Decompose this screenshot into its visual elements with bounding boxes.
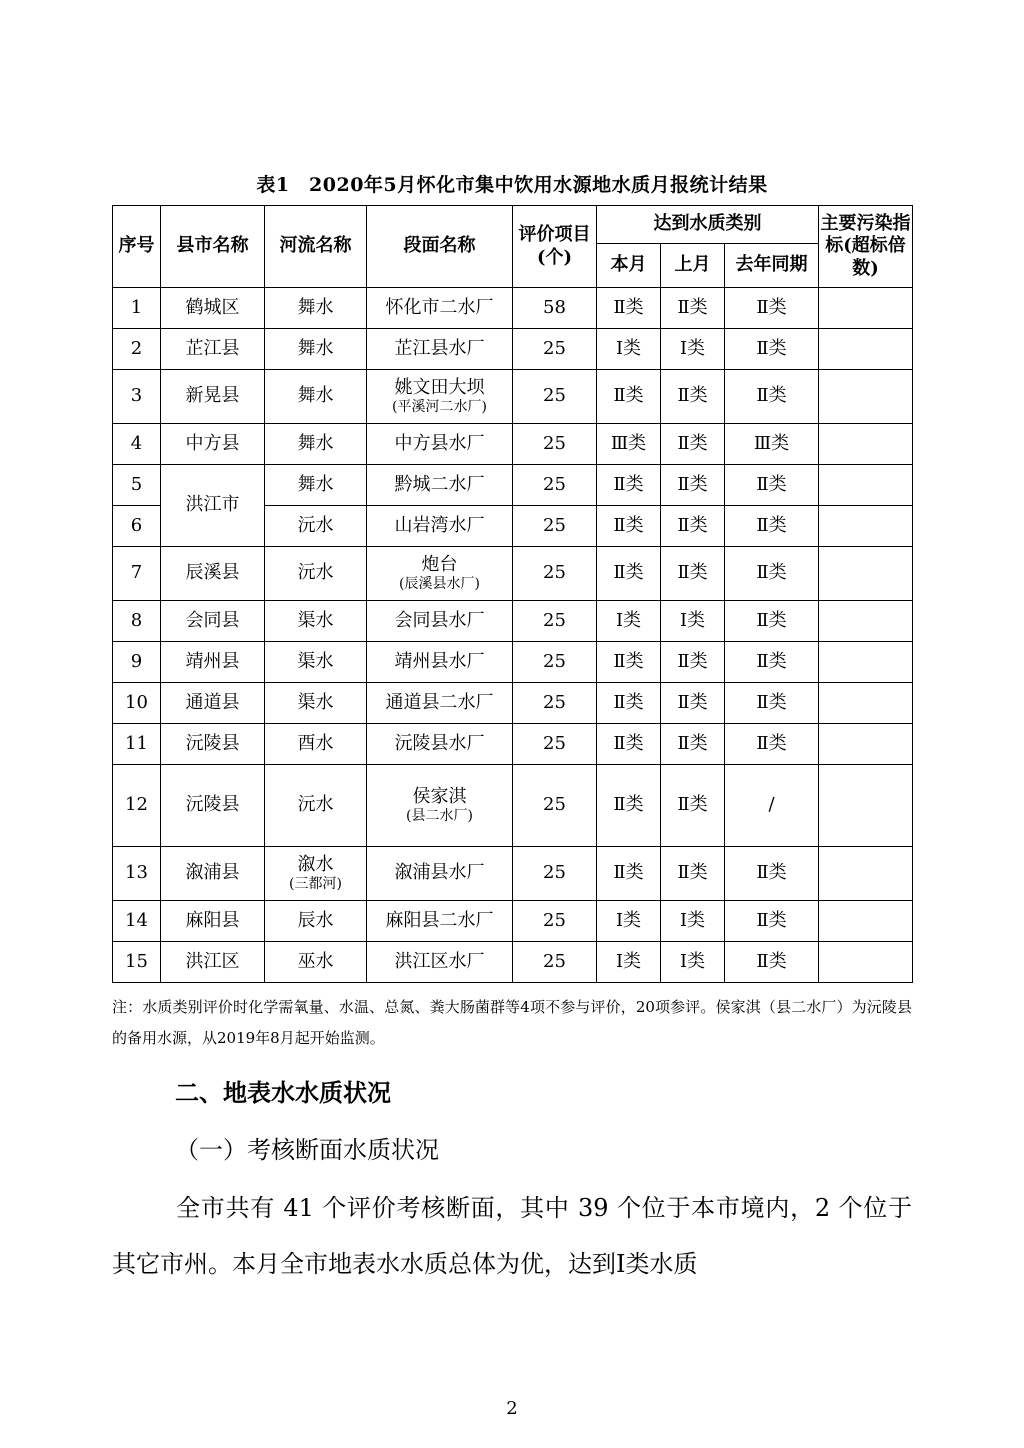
cell-last-year: /	[725, 765, 819, 847]
cell-this-month: Ⅱ类	[597, 724, 661, 765]
cell-last-month: Ⅱ类	[661, 847, 725, 901]
cell-river: 舞水	[265, 329, 367, 370]
cell-items: 25	[513, 683, 597, 724]
cell-county: 溆浦县	[161, 847, 265, 901]
cell-county: 鹤城区	[161, 288, 265, 329]
cell-items: 25	[513, 465, 597, 506]
table-row	[113, 329, 913, 370]
water-quality-table	[112, 205, 913, 983]
table-row	[113, 642, 913, 683]
cell-this-month: Ⅲ类	[597, 424, 661, 465]
cell-section: 溆浦县水厂	[367, 847, 513, 901]
cell-county: 芷江县	[161, 329, 265, 370]
cell-this-month: Ⅱ类	[597, 465, 661, 506]
cell-this-month: Ⅱ类	[597, 370, 661, 424]
cell-pollutant	[819, 506, 913, 547]
cell-river: 舞水	[265, 288, 367, 329]
cell-last-year: Ⅱ类	[725, 901, 819, 942]
table-row	[113, 765, 913, 847]
table-row	[113, 901, 913, 942]
cell-river: 渠水	[265, 683, 367, 724]
cell-section: 洪江区水厂	[367, 942, 513, 983]
cell-river: 舞水	[265, 370, 367, 424]
cell-last-month: Ⅱ类	[661, 547, 725, 601]
cell-section: 芷江县水厂	[367, 329, 513, 370]
cell-county: 通道县	[161, 683, 265, 724]
cell-this-month: Ⅰ类	[597, 601, 661, 642]
cell-seq: 8	[113, 601, 161, 642]
cell-section: 姚文田大坝 (平溪河二水厂)	[367, 370, 513, 424]
table-row	[113, 465, 913, 506]
cell-last-month: Ⅱ类	[661, 506, 725, 547]
header-pollutant: 主要污染指标(超标倍数)	[819, 206, 913, 288]
cell-county: 沅陵县	[161, 724, 265, 765]
cell-items: 25	[513, 370, 597, 424]
table-row	[113, 847, 913, 901]
cell-river: 渠水	[265, 642, 367, 683]
cell-county: 靖州县	[161, 642, 265, 683]
cell-items: 25	[513, 901, 597, 942]
cell-section-sub: (辰溪县水厂)	[399, 576, 480, 592]
table-row	[113, 942, 913, 983]
cell-last-month: Ⅱ类	[661, 288, 725, 329]
table-row	[113, 683, 913, 724]
cell-seq: 15	[113, 942, 161, 983]
cell-last-year: Ⅱ类	[725, 724, 819, 765]
cell-items: 25	[513, 942, 597, 983]
cell-section: 麻阳县二水厂	[367, 901, 513, 942]
cell-county: 新晃县	[161, 370, 265, 424]
cell-this-month: Ⅱ类	[597, 847, 661, 901]
cell-river: 沅水	[265, 506, 367, 547]
table-row	[113, 424, 913, 465]
section-subheading: （一）考核断面水质状况	[175, 1136, 439, 1164]
cell-pollutant	[819, 942, 913, 983]
cell-last-year: Ⅱ类	[725, 329, 819, 370]
table-row	[113, 724, 913, 765]
cell-last-month: Ⅰ类	[661, 942, 725, 983]
cell-items: 25	[513, 765, 597, 847]
header-river: 河流名称	[265, 206, 367, 288]
table-body	[113, 288, 913, 983]
header-class-group: 达到水质类别	[597, 206, 819, 244]
cell-river-sub: (三都河)	[289, 876, 342, 892]
cell-section: 怀化市二水厂	[367, 288, 513, 329]
cell-section: 炮台 (辰溪县水厂)	[367, 547, 513, 601]
cell-river: 沅水	[265, 765, 367, 847]
cell-section: 中方县水厂	[367, 424, 513, 465]
cell-this-month: Ⅱ类	[597, 288, 661, 329]
cell-last-year: Ⅱ类	[725, 370, 819, 424]
cell-pollutant	[819, 683, 913, 724]
cell-last-month: Ⅱ类	[661, 642, 725, 683]
cell-section: 会同县水厂	[367, 601, 513, 642]
cell-seq: 12	[113, 765, 161, 847]
header-items: 评价项目(个)	[513, 206, 597, 288]
cell-last-month: Ⅰ类	[661, 601, 725, 642]
cell-section: 通道县二水厂	[367, 683, 513, 724]
cell-items: 58	[513, 288, 597, 329]
table-row	[113, 288, 913, 329]
cell-this-month: Ⅰ类	[597, 329, 661, 370]
cell-items: 25	[513, 329, 597, 370]
cell-seq: 14	[113, 901, 161, 942]
cell-county: 沅陵县	[161, 765, 265, 847]
cell-items: 25	[513, 642, 597, 683]
cell-seq: 10	[113, 683, 161, 724]
cell-last-year: Ⅱ类	[725, 506, 819, 547]
header-last-year: 去年同期	[725, 244, 819, 288]
cell-last-year: Ⅱ类	[725, 683, 819, 724]
cell-last-year: Ⅱ类	[725, 642, 819, 683]
cell-last-month: Ⅱ类	[661, 724, 725, 765]
cell-pollutant	[819, 724, 913, 765]
header-county: 县市名称	[161, 206, 265, 288]
cell-seq: 6	[113, 506, 161, 547]
table-title: 表1 2020年5月怀化市集中饮用水源地水质月报统计结果	[256, 174, 768, 196]
cell-last-year: Ⅱ类	[725, 601, 819, 642]
section-paragraph: 全市共有 41 个评价考核断面，其中 39 个位于本市境内，2 个位于其它市州。本月全市地表水水质总体为优，达到Ⅰ类水质	[112, 1194, 912, 1278]
header-section: 段面名称	[367, 206, 513, 288]
cell-items: 25	[513, 547, 597, 601]
cell-last-month: Ⅱ类	[661, 370, 725, 424]
header-seq: 序号	[113, 206, 161, 288]
cell-last-month: Ⅱ类	[661, 465, 725, 506]
cell-last-month: Ⅱ类	[661, 683, 725, 724]
table-row	[113, 370, 913, 424]
cell-seq: 11	[113, 724, 161, 765]
cell-seq: 7	[113, 547, 161, 601]
cell-last-year: Ⅱ类	[725, 288, 819, 329]
cell-last-year: Ⅲ类	[725, 424, 819, 465]
cell-river: 酉水	[265, 724, 367, 765]
cell-last-year: Ⅱ类	[725, 465, 819, 506]
cell-river: 辰水	[265, 901, 367, 942]
cell-section-sub: (县二水厂)	[406, 808, 473, 824]
cell-this-month: Ⅱ类	[597, 547, 661, 601]
cell-seq: 4	[113, 424, 161, 465]
section-heading: 二、地表水水质状况	[175, 1078, 391, 1107]
cell-county: 洪江区	[161, 942, 265, 983]
cell-pollutant	[819, 601, 913, 642]
cell-river: 溆水 (三都河)	[265, 847, 367, 901]
cell-this-month: Ⅱ类	[597, 765, 661, 847]
cell-section: 沅陵县水厂	[367, 724, 513, 765]
cell-items: 25	[513, 506, 597, 547]
cell-this-month: Ⅰ类	[597, 901, 661, 942]
table-row	[113, 547, 913, 601]
cell-river: 渠水	[265, 601, 367, 642]
header-last-month: 上月	[661, 244, 725, 288]
cell-county: 辰溪县	[161, 547, 265, 601]
table-row	[113, 601, 913, 642]
cell-section: 侯家淇 (县二水厂)	[367, 765, 513, 847]
cell-seq: 5	[113, 465, 161, 506]
cell-last-month: Ⅱ类	[661, 765, 725, 847]
cell-pollutant	[819, 547, 913, 601]
cell-river: 巫水	[265, 942, 367, 983]
cell-county: 中方县	[161, 424, 265, 465]
cell-last-year: Ⅱ类	[725, 942, 819, 983]
cell-seq: 2	[113, 329, 161, 370]
cell-pollutant	[819, 329, 913, 370]
cell-items: 25	[513, 424, 597, 465]
cell-pollutant	[819, 901, 913, 942]
cell-items: 25	[513, 601, 597, 642]
cell-last-month: Ⅰ类	[661, 901, 725, 942]
cell-pollutant	[819, 288, 913, 329]
cell-pollutant	[819, 465, 913, 506]
cell-seq: 3	[113, 370, 161, 424]
cell-last-month: Ⅰ类	[661, 329, 725, 370]
cell-pollutant	[819, 765, 913, 847]
cell-section: 山岩湾水厂	[367, 506, 513, 547]
cell-section: 靖州县水厂	[367, 642, 513, 683]
cell-pollutant	[819, 642, 913, 683]
cell-seq: 1	[113, 288, 161, 329]
cell-items: 25	[513, 847, 597, 901]
cell-county: 麻阳县	[161, 901, 265, 942]
cell-pollutant	[819, 370, 913, 424]
cell-river: 沅水	[265, 547, 367, 601]
cell-river: 舞水	[265, 465, 367, 506]
cell-seq: 9	[113, 642, 161, 683]
cell-items: 25	[513, 724, 597, 765]
cell-last-year: Ⅱ类	[725, 847, 819, 901]
cell-this-month: Ⅰ类	[597, 942, 661, 983]
cell-this-month: Ⅱ类	[597, 642, 661, 683]
cell-this-month: Ⅱ类	[597, 506, 661, 547]
cell-last-month: Ⅱ类	[661, 424, 725, 465]
cell-this-month: Ⅱ类	[597, 683, 661, 724]
cell-section-sub: (平溪河二水厂)	[392, 399, 487, 415]
header-this-month: 本月	[597, 244, 661, 288]
cell-river: 舞水	[265, 424, 367, 465]
cell-county: 洪江市	[161, 465, 265, 547]
cell-last-year: Ⅱ类	[725, 547, 819, 601]
cell-pollutant	[819, 847, 913, 901]
cell-pollutant	[819, 424, 913, 465]
cell-county: 会同县	[161, 601, 265, 642]
cell-section: 黔城二水厂	[367, 465, 513, 506]
table-note: 注：水质类别评价时化学需氧量、水温、总氮、粪大肠菌群等4项不参与评价，20项参评。侯家淇（县二水厂）为沅陵县的备用水源，从2019年8月起开始监测。	[112, 998, 912, 1047]
cell-seq: 13	[113, 847, 161, 901]
page-number: 2	[506, 1398, 518, 1419]
